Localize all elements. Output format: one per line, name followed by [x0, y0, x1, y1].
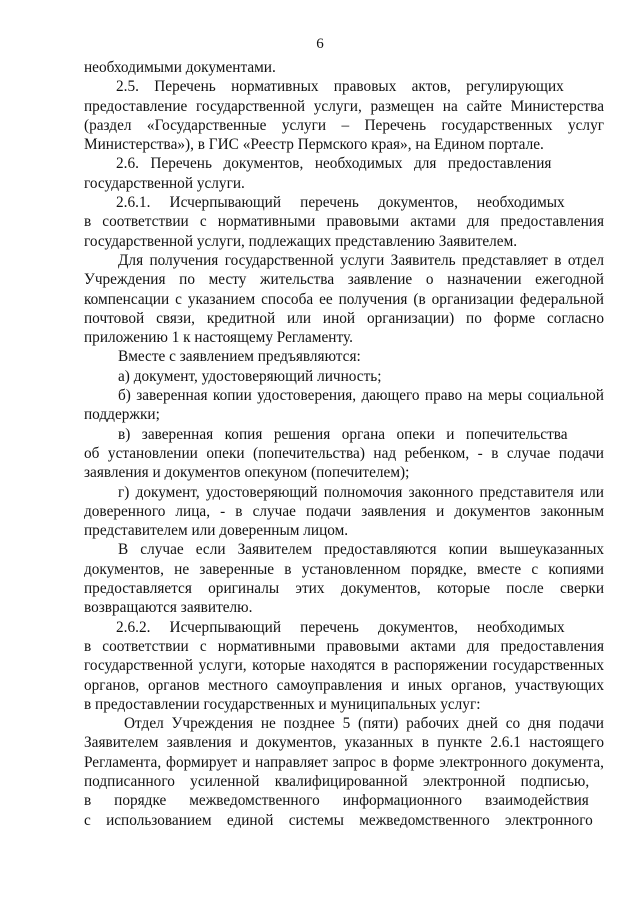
text-line: компенсации с указанием способа ее получения (в организации федеральной [84, 290, 604, 308]
text-line: 2.5. Перечень нормативных правовых актов, регулирующих [116, 78, 564, 96]
text-line: государственной услуги, подлежащих представлению Заявителем. [84, 232, 518, 250]
text-line: Заявителем заявления и документов, указанных в пункте 2.6.1 настоящего [84, 734, 604, 752]
text-line: (раздел «Государственные услуги – Перечень государственных услуг [84, 116, 604, 134]
text-line: документов, не заверенные в установленном порядке, вместе с копиями [84, 560, 604, 578]
text-line: 2.6.1. Исчерпывающий перечень документов, необходимых [116, 194, 565, 212]
text-line: 2.6.2. Исчерпывающий перечень документов, необходимых [116, 618, 565, 636]
text-line: с использованием единой системы межведомственного электронного [84, 811, 593, 829]
text-line: приложению 1 к настоящему Регламенту. [84, 329, 353, 347]
text-line: в соответствии с нормативными правовыми актами для предоставления [84, 637, 604, 655]
text-line: в соответствии с нормативными правовыми актами для предоставления [84, 213, 604, 231]
document-body [84, 58, 604, 830]
text-line: подписанного усиленной квалифицированной электронной подписью, [84, 772, 590, 790]
text-line: б) заверенная копии удостоверения, дающего право на меры социальной [118, 387, 604, 405]
text-line: необходимыми документами. [84, 59, 276, 76]
text-line: в) заверенная копия решения органа опеки и попечительства [118, 425, 568, 443]
text-line: а) документ, удостоверяющий личность; [118, 367, 382, 385]
text-line: Министерства»), в ГИС «Реестр Пермского края», на Едином портале. [84, 136, 544, 154]
text-line: доверенного лица, - в случае подачи заявления и документов законным [84, 502, 604, 520]
text-line: органов, органов местного самоуправления и иных органов, участвующих [84, 676, 604, 694]
text-line: В случае если Заявителем предоставляются копии вышеуказанных [118, 541, 604, 559]
page-number: 6 [316, 36, 324, 52]
text-line: возвращаются заявителю. [84, 599, 253, 617]
text-line: Для получения государственной услуги Заявитель представляет в отдел [118, 251, 604, 269]
text-line: в порядке межведомственного информационного взаимодействия [84, 792, 589, 810]
text-line: Отдел Учреждения не позднее 5 (пяти) рабочих дней со дня подачи [124, 715, 604, 733]
text-line: 2.6. Перечень документов, необходимых для предоставления [116, 155, 552, 173]
text-line: Учреждения по месту жительства заявление о назначении ежегодной [84, 271, 604, 289]
text-line: предоставление государственной услуги, размещен на сайте Министерства [84, 97, 604, 115]
text-line: поддержки; [84, 406, 160, 424]
text-line: г) документ, удостоверяющий полномочия законного представителя или [118, 483, 604, 501]
text-line: почтовой связи, кредитной или иной организации) по форме согласно [84, 309, 604, 327]
text-line: заявления и документов опекуном (попечителем); [84, 464, 410, 482]
text-line: представителем или доверенным лицом. [84, 522, 349, 540]
text-line: государственной услуги, которые находятся в распоряжении государственных [84, 657, 604, 675]
text-line: Регламента, формирует и направляет запрос в форме электронного документа, [84, 753, 604, 771]
text-line: в предоставлении государственных и муниципальных услуг: [84, 695, 481, 713]
text-line: Вместе с заявлением предъявляются: [118, 348, 361, 366]
text-line: предоставляется оригиналы этих документов, которые после сверки [84, 580, 604, 598]
text-line: об установлении опеки (попечительства) над ребенком, - в случае подачи [84, 444, 604, 462]
text-line: государственной услуги. [84, 174, 245, 192]
